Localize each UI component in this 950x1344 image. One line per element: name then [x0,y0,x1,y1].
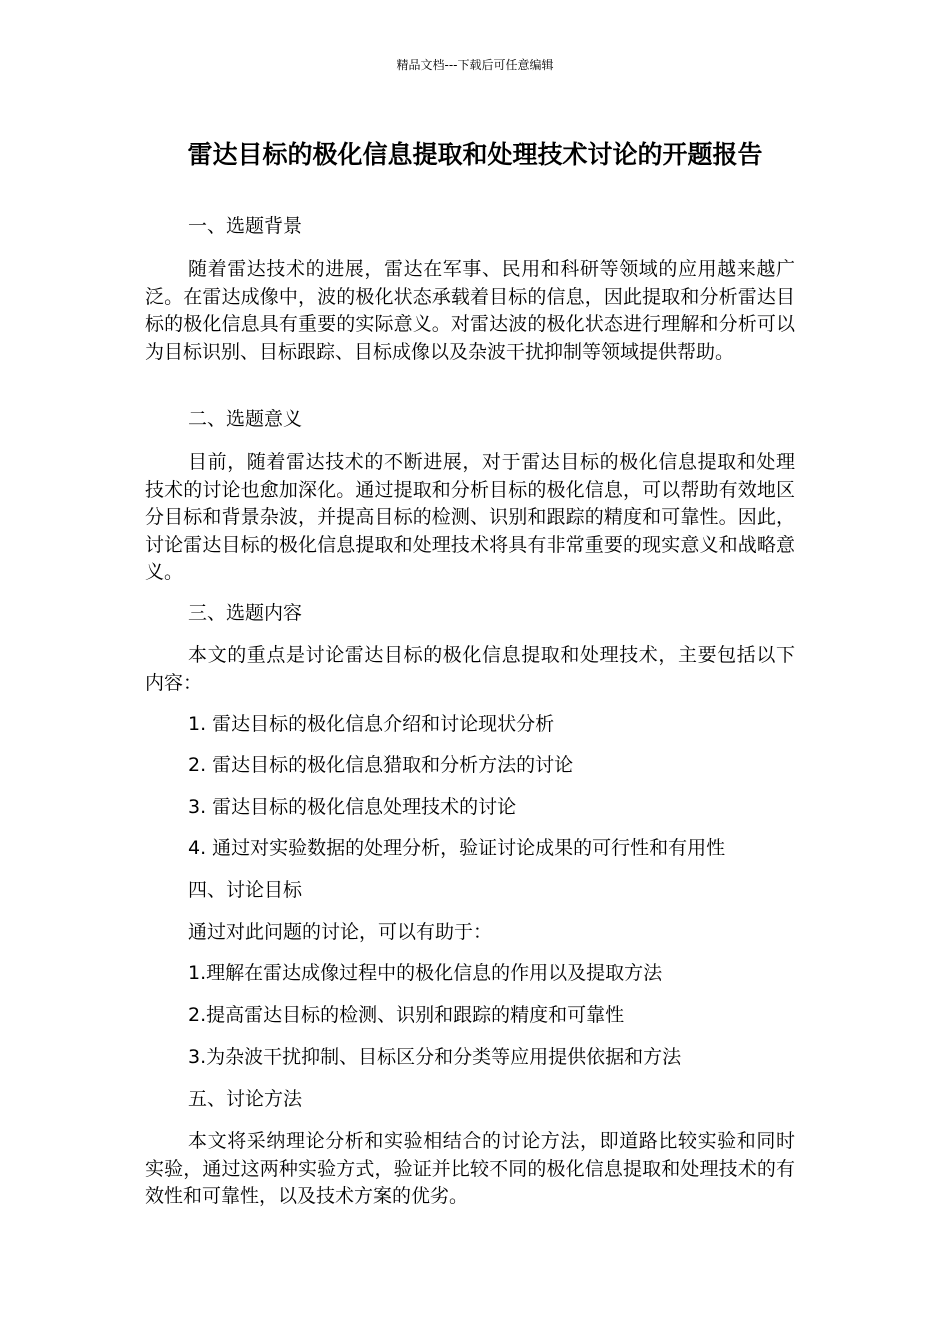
content-list-item-2 [145,752,795,780]
paragraph: 目前，随着雷达技术的不断进展，对于雷达目标的极化信息提取和处理技术的讨论也愈加深化。通过提取和分析目标的极化信息，可以帮助有效地区分目标和背景杂波，并提高目标的检测、识别和跟踪的精度和可靠性。因此，讨论雷达目标的极化信息提取和处理技术将具有非常重要的现实意义和战略意义。 [145,451,795,583]
section-heading: 三、选题内容 [188,602,303,624]
list-item: 1. 雷达目标的极化信息介绍和讨论现状分析 [188,713,555,735]
list-item: 1.理解在雷达成像过程中的极化信息的作用以及提取方法 [188,962,663,984]
section-3-heading [145,600,795,628]
goal-list-item-2 [145,1002,795,1030]
paragraph: 本文将采纳理论分析和实验相结合的讨论方法，即道路比较实验和同时实验，通过这两种实验方式，验证并比较不同的极化信息提取和处理技术的有效性和可靠性，以及技术方案的优劣。 [145,1130,795,1207]
section-heading: 四、讨论目标 [188,879,303,901]
section-heading: 二、选题意义 [188,408,303,430]
paragraph: 本文的重点是讨论雷达目标的极化信息提取和处理技术，主要包括以下内容： [145,644,795,694]
paragraph: 随着雷达技术的进展，雷达在军事、民用和科研等领域的应用越来越广泛。在雷达成像中，波的极化状态承载着目标的信息，因此提取和分析雷达目标的极化信息具有重要的实际意义。对雷达波的极化状态进行理解和分析可以为目标识别、目标跟踪、目标成像以及杂波干扰抑制等领域提供帮助。 [145,258,795,363]
list-item: 2.提高雷达目标的检测、识别和跟踪的精度和可靠性 [188,1004,625,1026]
goal-list-item-1 [145,960,795,988]
page-header-watermark: 精品文档---下载后可任意编辑 [396,58,554,72]
goal-list-item-3 [145,1044,795,1072]
section-heading: 五、讨论方法 [188,1088,303,1110]
list-item: 3.为杂波干扰抑制、目标区分和分类等应用提供依据和方法 [188,1046,682,1068]
section-2-heading [145,406,795,434]
section-2-body [145,449,795,587]
section-1-body [145,256,795,366]
content-list-item-4 [145,835,795,863]
content-list-item-3 [145,794,795,822]
section-heading: 一、选题背景 [188,215,303,237]
section-3-intro [145,642,795,697]
content-list-item-1 [145,711,795,739]
list-item: 2. 雷达目标的极化信息猎取和分析方法的讨论 [188,754,574,776]
section-4-intro [145,919,795,947]
section-5-body [145,1128,795,1211]
section-5-heading [145,1086,795,1114]
section-4-heading [145,877,795,905]
list-item: 4. 通过对实验数据的处理分析，验证讨论成果的可行性和有用性 [188,837,726,859]
document-title: 雷达目标的极化信息提取和处理技术讨论的开题报告 [187,140,763,169]
section-1-heading [145,213,795,241]
paragraph: 通过对此问题的讨论，可以有助于： [188,921,493,943]
list-item: 3. 雷达目标的极化信息处理技术的讨论 [188,796,517,818]
